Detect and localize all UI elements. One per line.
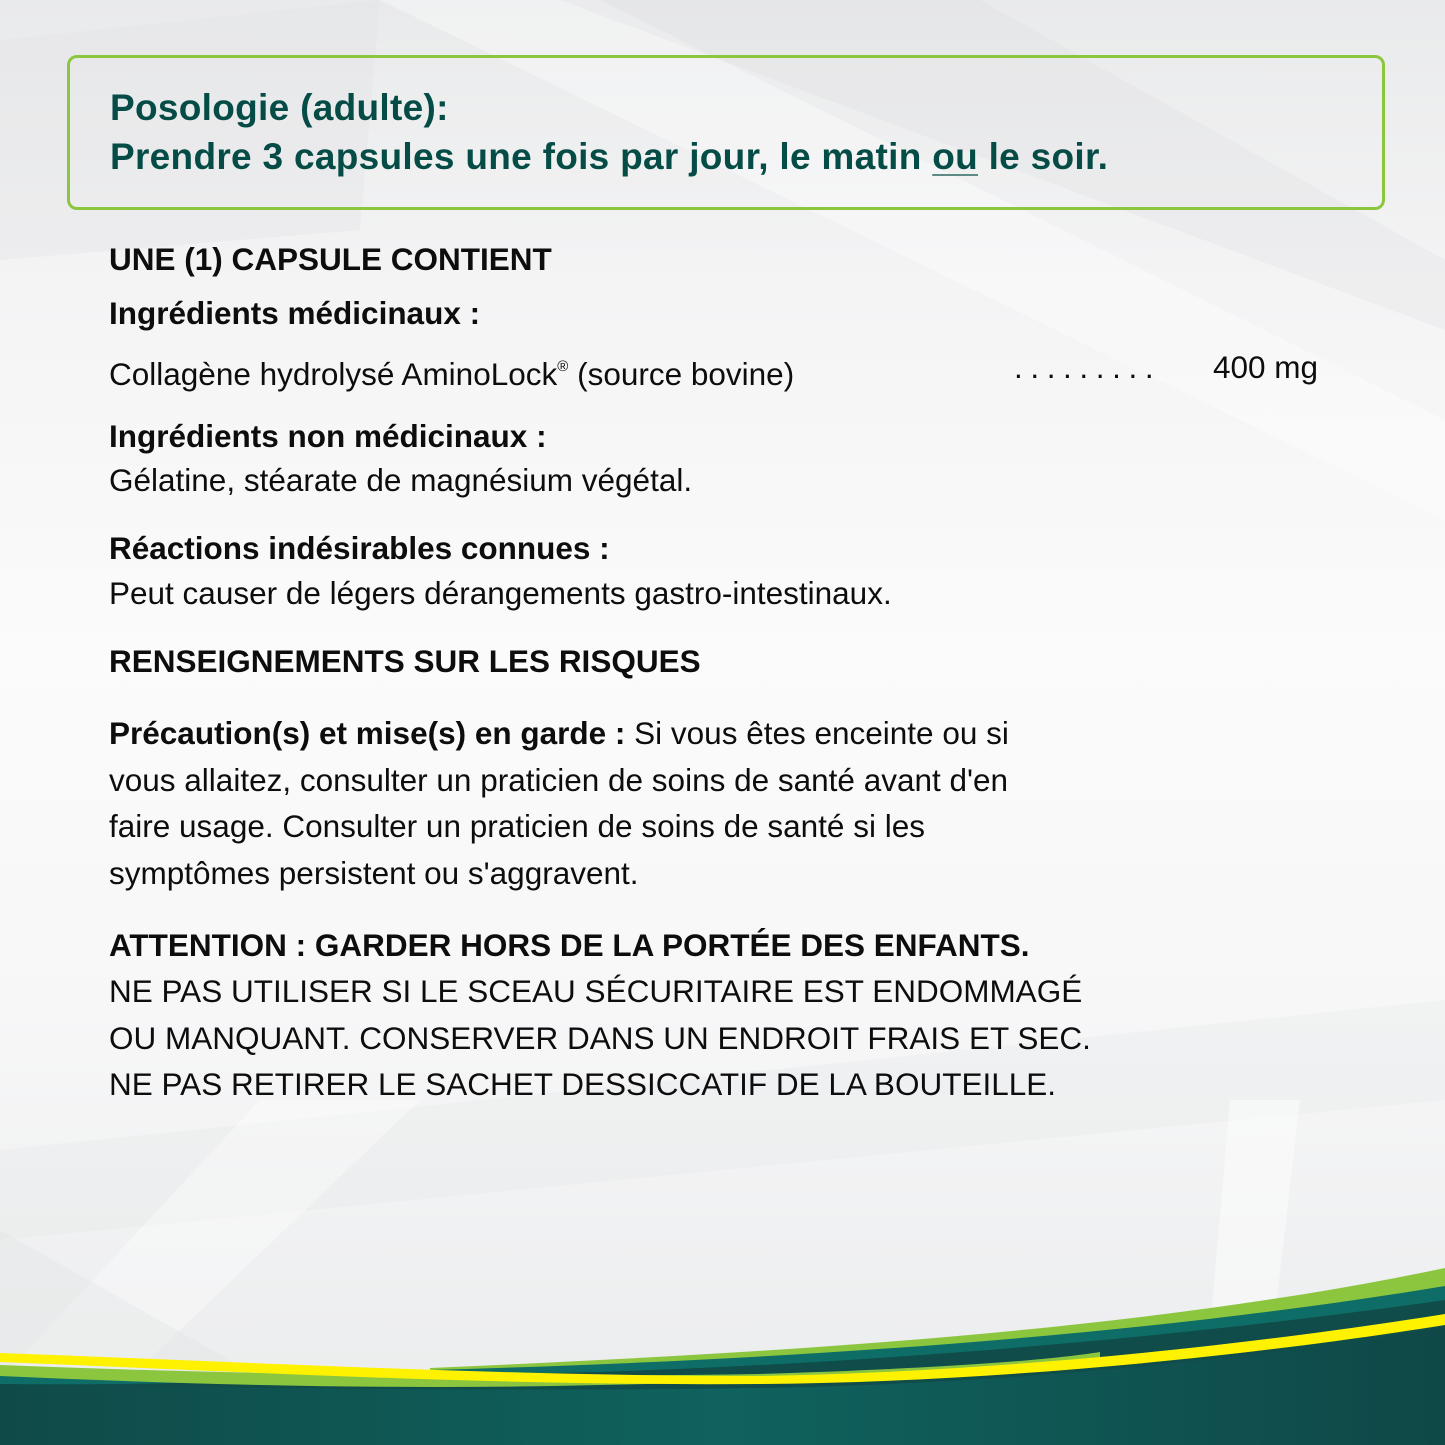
non-medicinal-ingredients-label: Ingrédients non médicinaux : — [109, 418, 547, 454]
medicinal-ingredient-row — [109, 347, 794, 394]
dosage-instruction — [110, 136, 1108, 178]
warning-line-1: NE PAS UTILISER SI LE SCEAU SÉCURITAIRE EST ENDOMMAGÉ — [109, 973, 1083, 1009]
dosage-title: Posologie (adulte): — [110, 87, 449, 128]
warning-line-3: NE PAS RETIRER LE SACHET DESSICCATIF DE LA BOUTEILLE. — [109, 1066, 1056, 1102]
attention-warning: ATTENTION : GARDER HORS DE LA PORTÉE DES ENFANTS. — [109, 927, 1030, 963]
precautions-line-2: vous allaitez, consulter un praticien de soins de santé avant d'en — [109, 762, 1009, 798]
adverse-reactions-text: Peut causer de légers dérangements gastro-intestinaux. — [109, 575, 892, 611]
dosage-instruction-underlined: ou — [932, 136, 979, 177]
composition-heading: UNE (1) CAPSULE CONTIENT — [109, 241, 552, 277]
non-medicinal-ingredients-text: Gélatine, stéarate de magnésium végétal. — [109, 462, 693, 498]
medicinal-ingredients-label: Ingrédients médicinaux : — [109, 295, 481, 331]
precautions-text: Si vous êtes enceinte ou si — [625, 715, 1009, 751]
warning-line-2: OU MANQUANT. CONSERVER DANS UN ENDROIT FRAIS ET SEC. — [109, 1020, 1091, 1056]
dosage-instruction-text: Prendre 3 capsules une fois par jour, le matin — [110, 136, 933, 177]
ingredient-name: Collagène hydrolysé AminoLock — [109, 356, 558, 392]
dosage-instruction-end: le soir. — [978, 136, 1109, 177]
adverse-reactions-label: Réactions indésirables connues : — [109, 530, 610, 566]
ingredient-source: (source bovine) — [568, 356, 795, 392]
registered-trademark: ® — [557, 358, 569, 375]
ingredient-amount: 400 mg — [1213, 349, 1319, 385]
precautions-label: Précaution(s) et mise(s) en garde : — [109, 715, 626, 751]
dosage-box — [67, 55, 1385, 210]
dot-leader: ......... — [1014, 349, 1162, 385]
precautions-line-3: faire usage. Consulter un praticien de soins de santé si les — [109, 808, 925, 844]
precautions-line-4: symptômes persistent ou s'aggravent. — [109, 855, 639, 891]
risks-heading: RENSEIGNEMENTS SUR LES RISQUES — [109, 643, 701, 679]
precautions-line-1 — [109, 713, 1009, 753]
